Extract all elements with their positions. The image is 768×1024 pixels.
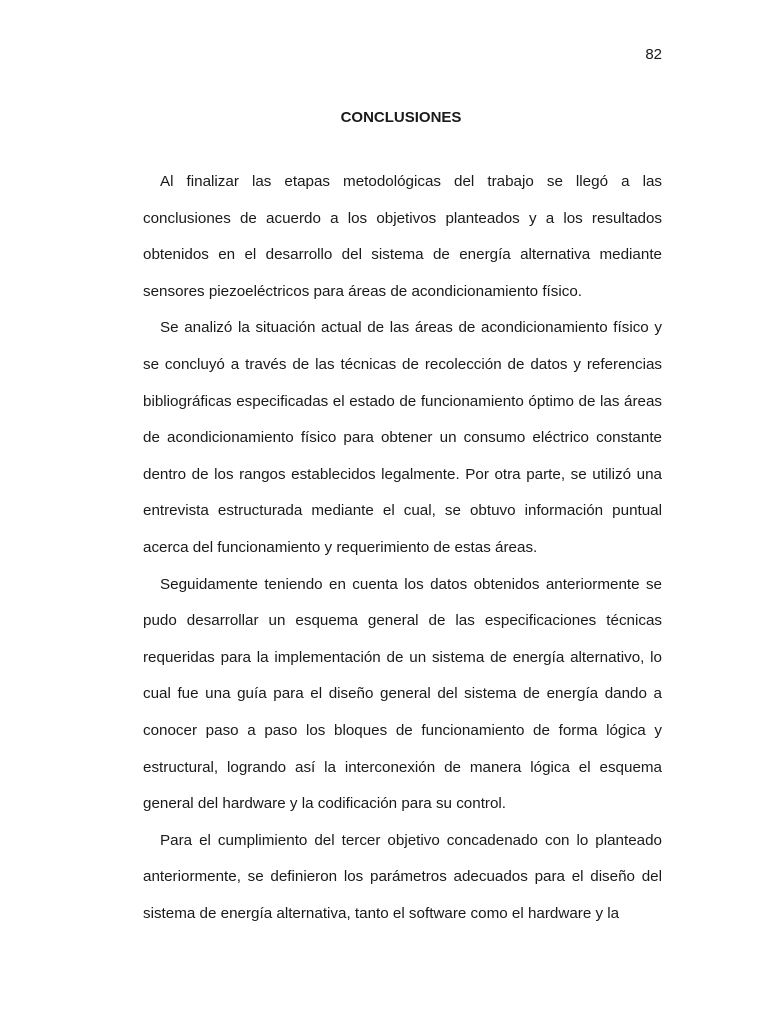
page-number: 82 xyxy=(645,46,662,63)
paragraph-4: Para el cumplimiento del tercer objetivo concadenado con lo planteado anteriormente, se definieron los parámetros adecuados para el diseño del sistema de energía alternativa, tanto el software como el hardware y la xyxy=(143,831,662,922)
paragraph-3: Seguidamente teniendo en cuenta los datos obtenidos anteriormente se pudo desarrollar un esquema general de las especificaciones técnicas requeridas para la implementación de un sistema de energía alternativo, lo cual fue una guía para el diseño general del sistema de energía dando a conocer paso a paso los bloques de funcionamiento de forma lógica y estructural, logrando así la interconexión de manera lógica el esquema general del hardware y la codificación para su control. xyxy=(143,575,662,813)
paragraph-2: Se analizó la situación actual de las áreas de acondicionamiento físico y se concluyó a través de las técnicas de recolección de datos y referencias bibliográficas especificadas el estado de funcionamiento óptimo de las áreas de acondicionamiento físico para obtener un consumo eléctrico constante dentro de los rangos establecidos legalmente. Por otra parte, se utilizó una entrevista estructurada mediante el cual, se obtuvo información puntual acerca del funcionamiento y requerimiento de estas áreas. xyxy=(143,319,662,556)
paragraph-1: Al finalizar las etapas metodológicas del trabajo se llegó a las conclusiones de acuerdo a los objetivos planteados y a los resultados obtenidos en el desarrollo del sistema de energía alternativa mediante sensores piezoeléctricos para áreas de acondicionamiento físico. xyxy=(143,173,662,300)
body-text xyxy=(143,164,662,932)
page-title: CONCLUSIONES xyxy=(340,109,462,126)
